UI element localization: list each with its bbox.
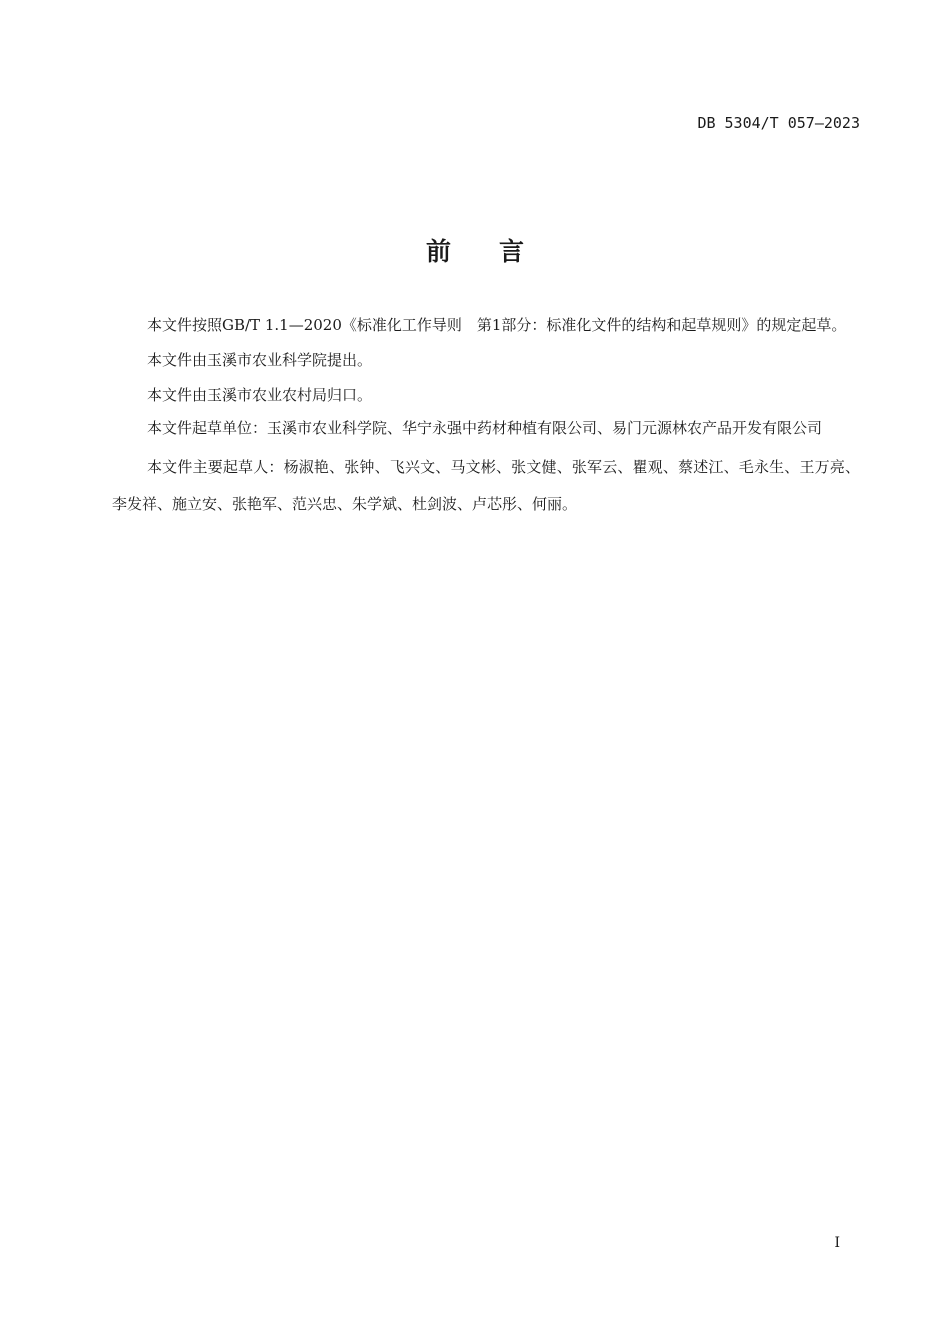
paragraph-proposer: 本文件由玉溪市农业科学院提出。 (147, 351, 373, 369)
paragraph-drafting-rules: 本文件按照GB/T 1.1—2020《标准化工作导则 第1部分：标准化文件的结构和起草规则》的规定起草。 (147, 316, 847, 334)
paragraph-centralized-unit: 本文件由玉溪市农业农村局归口。 (147, 386, 373, 404)
page-number: I (834, 1235, 840, 1251)
paragraph-drafters: 本文件主要起草人：杨淑艳、张钟、飞兴文、马文彬、张文健、张军云、瞿观、蔡述江、毛永生、王万亮、李发祥、施立安、张艳军、范兴忠、朱学斌、杜剑波、卢芯彤、何丽。 (112, 458, 860, 513)
page-title: 前言 (425, 237, 572, 266)
paragraph-drafting-units: 本文件起草单位：玉溪市农业科学院、华宁永强中药材种植有限公司、易门元源林农产品开发有限公司 (147, 419, 823, 437)
document-code: DB 5304/T 057—2023 (697, 114, 860, 132)
foreword-body (112, 313, 860, 523)
